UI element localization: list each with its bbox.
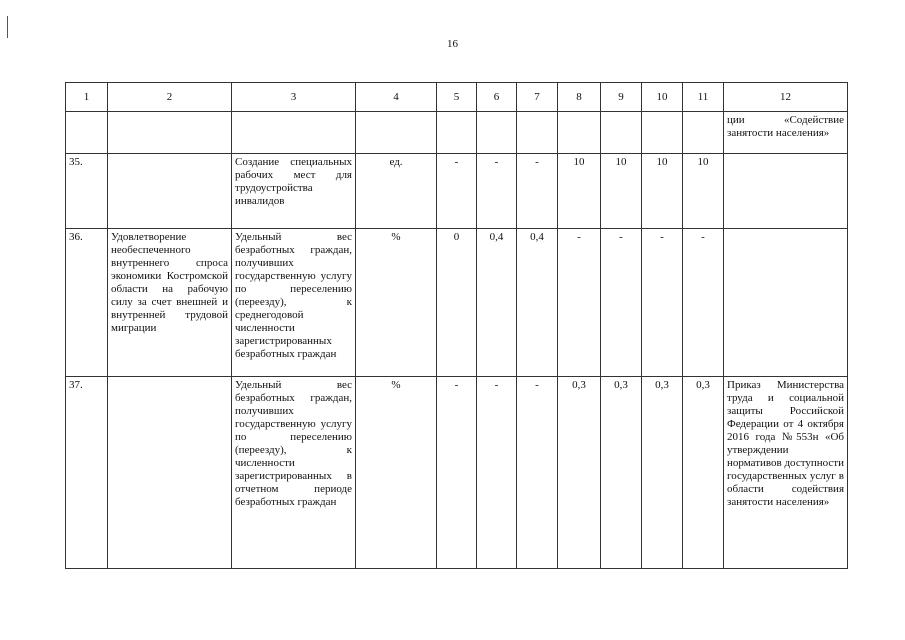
value-cell: 0,4 bbox=[517, 229, 558, 377]
table-header-row bbox=[66, 83, 848, 112]
value-cell bbox=[683, 112, 724, 154]
unit: % bbox=[356, 229, 437, 377]
unit: ед. bbox=[356, 154, 437, 229]
header-cell: 8 bbox=[558, 83, 601, 112]
task-name: Удовлетворение необеспеченного внутреннего спроса экономики Костромской области на рабочую силу за счет внешней и внутренней трудовой миграции bbox=[108, 229, 232, 377]
table-row bbox=[66, 112, 848, 154]
task-name bbox=[108, 377, 232, 569]
page-number: 16 bbox=[447, 38, 458, 50]
header-cell: 5 bbox=[437, 83, 477, 112]
task-name bbox=[108, 154, 232, 229]
value-cell: - bbox=[437, 377, 477, 569]
value-cell bbox=[601, 112, 642, 154]
table-row bbox=[66, 377, 848, 569]
indicator-name: Удельный вес безработных граждан, получивших государственную услугу по переселению (переезду), к численности зарегистрированных в отчетном периоде безработных граждан bbox=[232, 377, 356, 569]
header-cell: 7 bbox=[517, 83, 558, 112]
unit: % bbox=[356, 377, 437, 569]
table-row bbox=[66, 229, 848, 377]
margin-mark bbox=[7, 16, 8, 38]
value-cell: 0,3 bbox=[642, 377, 683, 569]
row-number: 37. bbox=[66, 377, 108, 569]
value-cell: - bbox=[517, 154, 558, 229]
header-cell: 2 bbox=[108, 83, 232, 112]
header-cell: 4 bbox=[356, 83, 437, 112]
unit bbox=[356, 112, 437, 154]
value-cell: 0,4 bbox=[477, 229, 517, 377]
value-cell bbox=[437, 112, 477, 154]
legal-basis bbox=[724, 229, 848, 377]
value-cell bbox=[558, 112, 601, 154]
indicator-name: Удельный вес безработных граждан, получивших государственную услугу по переселению (переезду), к среднегодовой численности зарегистрированных безработных граждан bbox=[232, 229, 356, 377]
value-cell: 0 bbox=[437, 229, 477, 377]
legal-basis bbox=[724, 154, 848, 229]
value-cell: - bbox=[601, 229, 642, 377]
header-cell: 9 bbox=[601, 83, 642, 112]
value-cell: - bbox=[477, 154, 517, 229]
value-cell: - bbox=[642, 229, 683, 377]
legal-basis: ции «Содействие занятости населения» bbox=[724, 112, 848, 154]
value-cell bbox=[477, 112, 517, 154]
value-cell: 10 bbox=[601, 154, 642, 229]
value-cell: 10 bbox=[683, 154, 724, 229]
header-cell: 12 bbox=[724, 83, 848, 112]
value-cell: - bbox=[477, 377, 517, 569]
value-cell: - bbox=[558, 229, 601, 377]
value-cell: 10 bbox=[558, 154, 601, 229]
value-cell: - bbox=[437, 154, 477, 229]
table-row bbox=[66, 154, 848, 229]
row-number bbox=[66, 112, 108, 154]
header-cell: 11 bbox=[683, 83, 724, 112]
row-number: 36. bbox=[66, 229, 108, 377]
task-name bbox=[108, 112, 232, 154]
value-cell: 0,3 bbox=[601, 377, 642, 569]
value-cell: 10 bbox=[642, 154, 683, 229]
header-cell: 6 bbox=[477, 83, 517, 112]
value-cell bbox=[642, 112, 683, 154]
indicator-name bbox=[232, 112, 356, 154]
value-cell: - bbox=[683, 229, 724, 377]
value-cell: 0,3 bbox=[683, 377, 724, 569]
header-cell: 10 bbox=[642, 83, 683, 112]
value-cell: - bbox=[517, 377, 558, 569]
legal-basis: Приказ Министерства труда и социальной защиты Российской Федерации от 4 октября 2016 года №553н «Об утверждении нормативов доступности государственных услуг в области содействия занятости населения» bbox=[724, 377, 848, 569]
header-cell: 1 bbox=[66, 83, 108, 112]
row-number: 35. bbox=[66, 154, 108, 229]
header-cell: 3 bbox=[232, 83, 356, 112]
value-cell bbox=[517, 112, 558, 154]
indicators-table bbox=[65, 82, 848, 569]
indicator-name: Создание специальных рабочих мест для трудоустройства инвалидов bbox=[232, 154, 356, 229]
value-cell: 0,3 bbox=[558, 377, 601, 569]
